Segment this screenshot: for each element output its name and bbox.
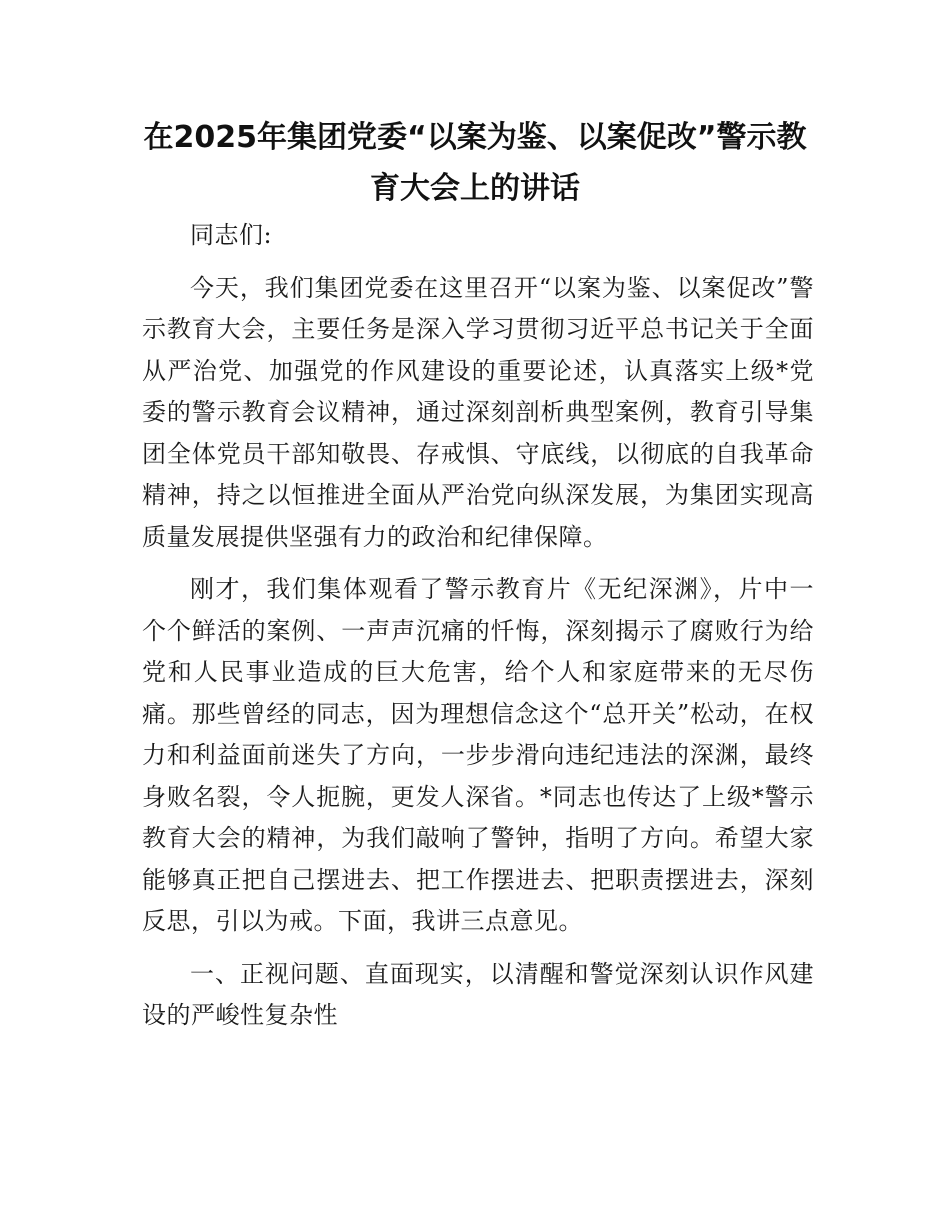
document-title: 在2025年集团党委“以案为鉴、以案促改”警示教育大会上的讲话 <box>143 120 807 206</box>
document-body <box>142 215 814 1048</box>
salutation: 同志们: <box>190 221 273 249</box>
paragraph-opening: 今天，我们集团党委在这里召开“以案为鉴、以案促改”警示教育大会，主要任务是深入学习贯彻习近平总书记关于全面从严治党、加强党的作风建设的重要论述，认真落实上级*党委的警示教育会议精神，通过深刻剖析典型案例，教育引导集团全体党员干部知敬畏、存戒惧、守底线，以彻底的自我革命精神，持之以恒推进全面从严治党向纵深发展，为集团实现高质量发展提供坚强有力的政治和纪律保障。 <box>142 273 814 551</box>
section-heading-1: 一、正视问题、直面现实，以清醒和警觉深刻认识作风建设的严峻性复杂性 <box>142 959 814 1029</box>
paragraph-video-review: 刚才，我们集体观看了警示教育片《无纪深渊》，片中一个个鲜活的案例、一声声沉痛的忏悔，深刻揭示了腐败行为给党和人民事业造成的巨大危害，给个人和家庭带来的无尽伤痛。那些曾经的同志，因为理想信念这个“总开关”松动，在权力和利益面前迷失了方向，一步步滑向违纪违法的深渊，最终身败名裂，令人扼腕，更发人深省。*同志也传达了上级*警示教育大会的精神，为我们敲响了警钟，指明了方向。希望大家能够真正把自己摆进去、把工作摆进去、把职责摆进去，深刻反思，引以为戒。下面，我讲三点意见。 <box>142 575 814 935</box>
